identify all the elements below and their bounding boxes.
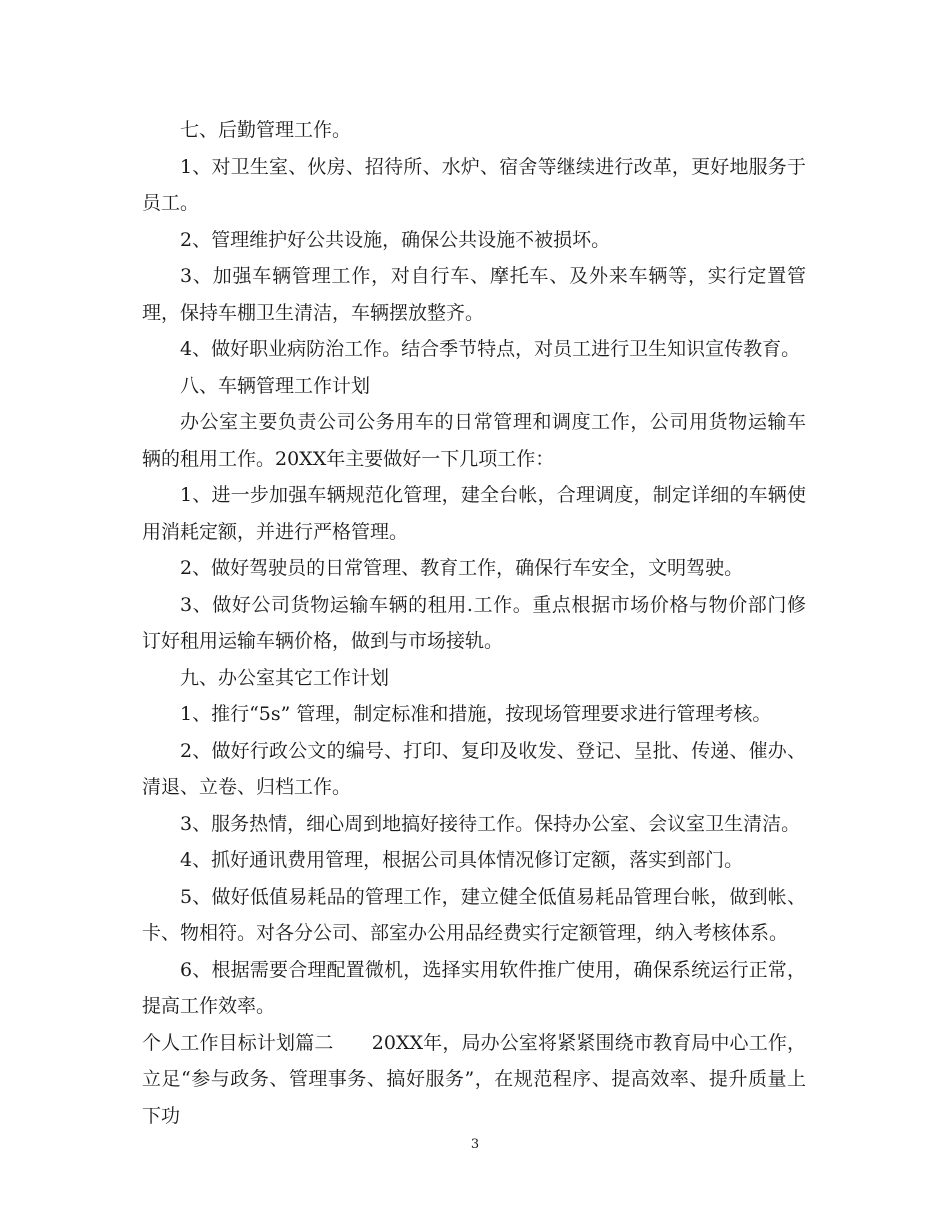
list-item: 2、做好行政公文的编号、打印、复印及收发、登记、呈批、传递、催办、清退、立卷、归档工作。 xyxy=(142,739,806,798)
list-item: 3、加强车辆管理工作，对自行车、摩托车、及外来车辆等，实行定置管理，保持车棚卫生清洁，车辆摆放整齐。 xyxy=(142,265,806,324)
list-item: 1、对卫生室、伙房、招待所、水炉、宿舍等继续进行改革，更好地服务于员工。 xyxy=(142,155,806,214)
list-item: 4、抓好通讯费用管理，根据公司具体情况修订定额，落实到部门。 xyxy=(180,849,744,871)
list-item: 1、进一步加强车辆规范化管理，建全台帐，合理调度，制定详细的车辆使用消耗定额，并进行严格管理。 xyxy=(142,484,806,543)
section-heading-office: 九、办公室其它工作计划 xyxy=(180,666,390,689)
document-body xyxy=(142,112,806,1134)
section-heading-vehicles: 八、车辆管理工作计划 xyxy=(180,374,371,397)
body-paragraph: 办公室主要负责公司公务用车的日常管理和调度工作，公司用货物运输车辆的租用工作。20XX年主要做好一下几项工作： xyxy=(142,411,806,470)
list-item: 5、做好低值易耗品的管理工作，建立健全低值易耗品管理台帐，做到帐、卡、物相符。对各分公司、部室办公用品经费实行定额管理，纳入考核体系。 xyxy=(142,885,806,944)
list-item: 3、做好公司货物运输车辆的租用.工作。重点根据市场价格与物价部门修订好租用运输车辆价格，做到与市场接轨。 xyxy=(142,593,806,652)
list-item: 2、管理维护好公共设施，确保公共设施不被损坏。 xyxy=(180,228,611,251)
list-item: 6、根据需要合理配置微机，选择实用软件推广使用，确保系统运行正常，提高工作效率。 xyxy=(142,958,806,1017)
body-paragraph-plan-two: 个人工作目标计划篇二 20XX年，局办公室将紧紧围绕市教育局中心工作，立足“参与政务、管理事务、搞好服务”，在规范程序、提高效率、提升质量上下功 xyxy=(142,1031,806,1127)
page-number: 3 xyxy=(470,1137,480,1152)
list-item: 3、服务热情，细心周到地搞好接待工作。保持办公室、会议室卫生清洁。 xyxy=(180,812,801,835)
list-item: 1、推行“5s” 管理，制定标准和措施，按现场管理要求进行管理考核。 xyxy=(180,703,772,725)
list-item: 2、做好驾驶员的日常管理、教育工作，确保行车安全，文明驾驶。 xyxy=(180,557,744,579)
list-item: 4、做好职业病防治工作。结合季节特点，对员工进行卫生知识宣传教育。 xyxy=(180,338,801,360)
section-heading-logistics: 七、后勤管理工作。 xyxy=(180,119,352,141)
